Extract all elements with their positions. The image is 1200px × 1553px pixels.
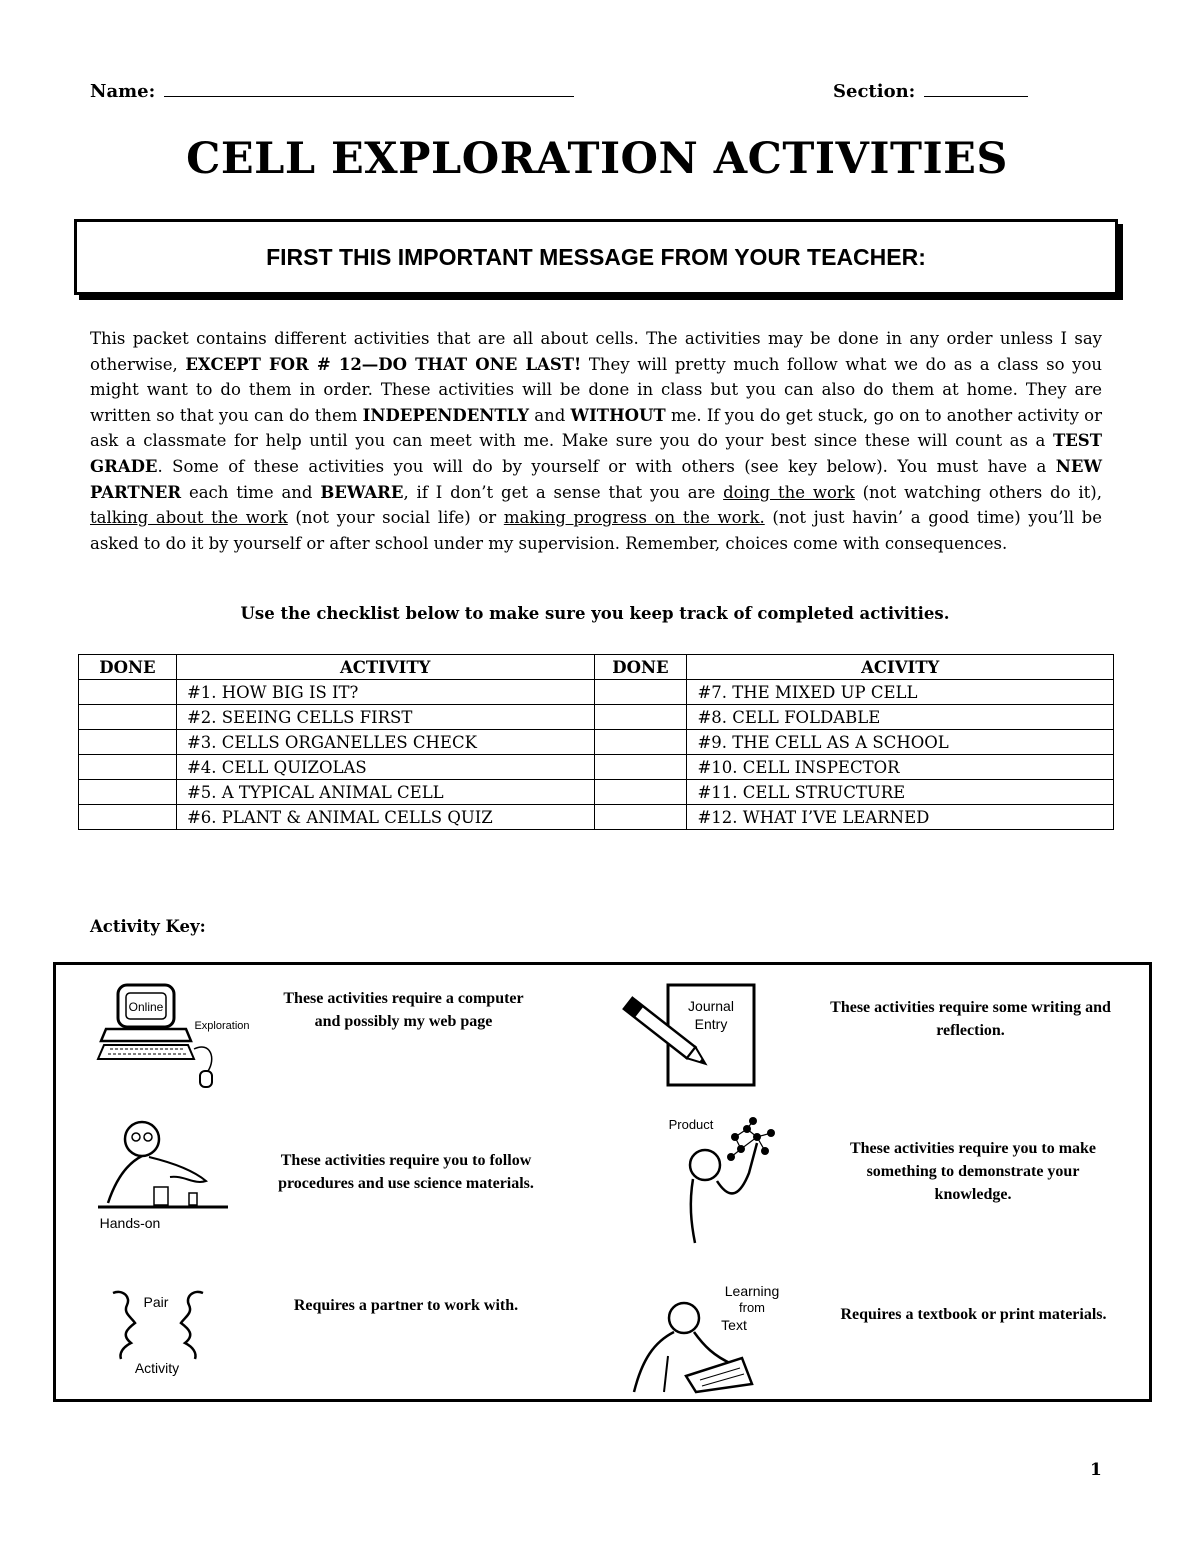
journal-entry-icon: [616, 983, 766, 1093]
activity-header-right: ACIVITY: [687, 655, 1114, 680]
table-row: [79, 705, 1114, 730]
section-field[interactable]: [833, 81, 1028, 102]
hands-on-description: These activities require you to follow procedures and use science materials.: [278, 1152, 534, 1192]
name-label: Name:: [90, 81, 156, 102]
activity-cell: #2. SEEING CELLS FIRST: [176, 705, 594, 730]
done-checkbox-cell[interactable]: [79, 805, 177, 830]
activity-cell: #3. CELLS ORGANELLES CHECK: [176, 730, 594, 755]
table-row: [79, 730, 1114, 755]
table-row: [79, 680, 1114, 705]
section-blank-line[interactable]: [924, 82, 1028, 97]
product-icon: [661, 1113, 801, 1248]
done-checkbox-cell[interactable]: [79, 755, 177, 780]
activity-cell: #8. CELL FOLDABLE: [687, 705, 1114, 730]
activity-checklist-table: [78, 654, 1114, 830]
done-checkbox-cell[interactable]: [594, 680, 687, 705]
learning-from-text-icon: [624, 1280, 794, 1395]
product-description: These activities require you to make something to demonstrate your knowledge.: [849, 1140, 1097, 1203]
teacher-message-box: [74, 219, 1118, 295]
name-field[interactable]: [90, 81, 574, 102]
done-checkbox-cell[interactable]: [594, 705, 687, 730]
svg-text:Entry: Entry: [694, 1016, 728, 1032]
table-row: [79, 780, 1114, 805]
journal-entry-description: These activities require some writing and reflection.: [830, 999, 1111, 1039]
pair-activity-description: Requires a partner to work with.: [293, 1297, 519, 1314]
section-label: Section:: [833, 81, 916, 102]
svg-text:Product: Product: [668, 1117, 714, 1132]
done-checkbox-cell[interactable]: [79, 780, 177, 805]
svg-text:Exploration: Exploration: [194, 1020, 250, 1032]
pair-activity-icon: [101, 1283, 221, 1378]
done-checkbox-cell[interactable]: [594, 805, 687, 830]
done-checkbox-cell[interactable]: [594, 730, 687, 755]
table-header-row: [79, 655, 1114, 680]
svg-text:Pair: Pair: [143, 1294, 169, 1310]
activity-cell: #11. CELL STRUCTURE: [687, 780, 1114, 805]
activity-cell: #9. THE CELL AS A SCHOOL: [687, 730, 1114, 755]
activity-key-label: Activity Key:: [90, 917, 206, 936]
svg-text:Journal: Journal: [688, 998, 734, 1014]
checklist-instruction: Use the checklist below to make sure you keep track of completed activities.: [240, 604, 950, 623]
activity-cell: #1. HOW BIG IS IT?: [176, 680, 594, 705]
done-checkbox-cell[interactable]: [594, 780, 687, 805]
done-checkbox-cell[interactable]: [594, 755, 687, 780]
svg-text:Activity: Activity: [134, 1360, 180, 1376]
activity-cell: #6. PLANT & ANIMAL CELLS QUIZ: [176, 805, 594, 830]
done-header-right: DONE: [594, 655, 687, 680]
activity-cell: #7. THE MIXED UP CELL: [687, 680, 1114, 705]
name-blank-line[interactable]: [164, 82, 574, 97]
svg-text:Text: Text: [721, 1317, 747, 1333]
activity-header-left: ACTIVITY: [176, 655, 594, 680]
activity-cell: #12. WHAT I’VE LEARNED: [687, 805, 1114, 830]
online-exploration-icon: [96, 979, 266, 1094]
done-checkbox-cell[interactable]: [79, 705, 177, 730]
svg-text:Hands-on: Hands-on: [99, 1215, 161, 1231]
hands-on-icon: [94, 1115, 234, 1233]
svg-text:from: from: [739, 1300, 765, 1315]
done-checkbox-cell[interactable]: [79, 680, 177, 705]
svg-text:Learning: Learning: [724, 1283, 780, 1299]
activity-cell: #4. CELL QUIZOLAS: [176, 755, 594, 780]
activity-cell: #5. A TYPICAL ANIMAL CELL: [176, 780, 594, 805]
done-checkbox-cell[interactable]: [79, 730, 177, 755]
intro-paragraph: This packet contains different activities that are all about cells. The activities may be done in any order unless I say otherwise, EXCEPT FOR # 12—DO THAT ONE LAST! They will pretty much follow what we do as a class so you might want to do them in order. These activities will be done in class but you can also do them at home. They are written so that you can do them INDEPENDENTLY and WITHOUT me. If you do get stuck, go on to another activity or ask a classmate for help until you can meet with me. Make sure you do your best since these will count as a TEST GRADE. Some of these activities you will do by yourself or with others (see key below). You must have a NEW PARTNER each time and BEWARE, if I don’t get a sense that you are doing the work (not watching others do it), talking about the work (not your social life) or making progress on the work. (not just havin’ a good time) you’ll be asked to do it by yourself or after school under my supervision. Remember, choices come with consequences.: [90, 329, 1103, 553]
activity-key-box: [53, 962, 1152, 1402]
svg-text:Online: Online: [128, 1000, 164, 1014]
activity-cell: #10. CELL INSPECTOR: [687, 755, 1114, 780]
learning-from-text-description: Requires a textbook or print materials.: [840, 1306, 1107, 1323]
table-row: [79, 805, 1114, 830]
done-header-left: DONE: [79, 655, 177, 680]
teacher-message-heading: FIRST THIS IMPORTANT MESSAGE FROM YOUR TEACHER:: [266, 243, 926, 270]
page-number: 1: [1090, 1460, 1102, 1480]
online-exploration-description: These activities require a computer and possibly my web page: [283, 990, 524, 1030]
page-title: CELL EXPLORATION ACTIVITIES: [186, 134, 1008, 184]
table-row: [79, 755, 1114, 780]
